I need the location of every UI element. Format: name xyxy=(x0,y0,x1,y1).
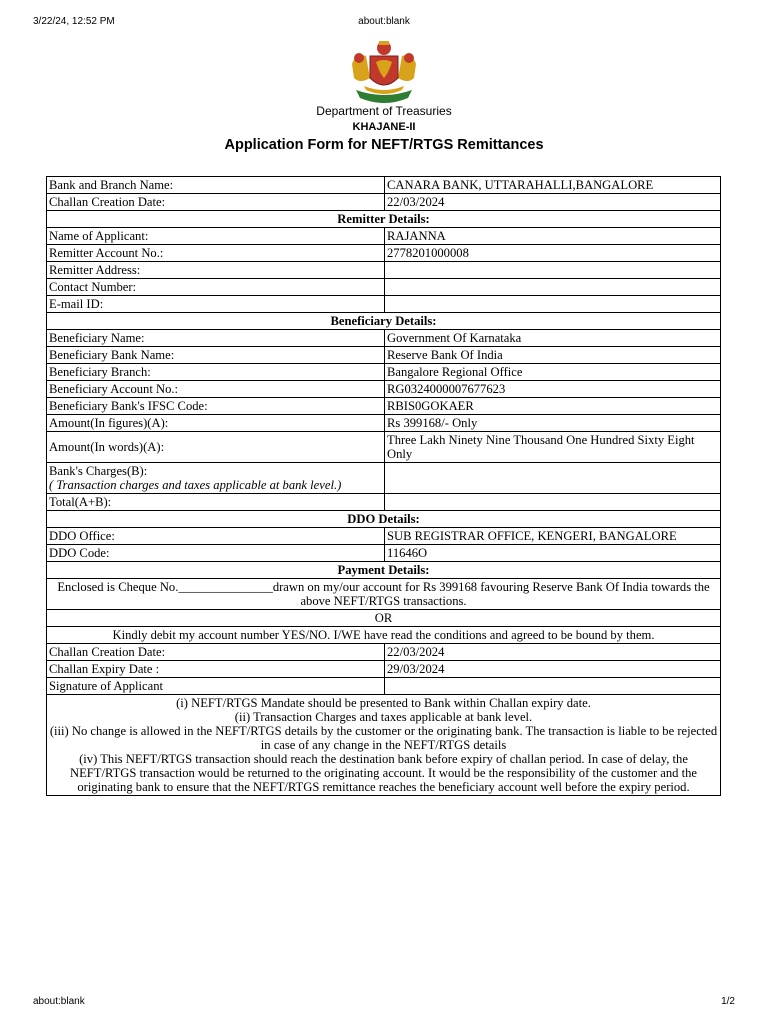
section-header-row xyxy=(47,511,721,528)
table-row xyxy=(47,627,721,644)
field-value: 22/03/2024 xyxy=(385,194,721,211)
karnataka-emblem-icon xyxy=(346,38,422,110)
field-label: Beneficiary Bank Name: xyxy=(47,347,385,364)
notes-row xyxy=(47,695,721,796)
table-row xyxy=(47,528,721,545)
field-value: SUB REGISTRAR OFFICE, KENGERI, BANGALORE xyxy=(385,528,721,545)
field-label: Beneficiary Account No.: xyxy=(47,381,385,398)
field-value xyxy=(385,463,721,494)
field-label: Remitter Address: xyxy=(47,262,385,279)
table-row xyxy=(47,545,721,562)
field-label: Remitter Account No.: xyxy=(47,245,385,262)
table-row xyxy=(47,194,721,211)
field-label: DDO Code: xyxy=(47,545,385,562)
table-row xyxy=(47,330,721,347)
table-row xyxy=(47,579,721,610)
field-value: Reserve Bank Of India xyxy=(385,347,721,364)
table-row xyxy=(47,364,721,381)
field-label: Bank's Charges(B): xyxy=(49,464,148,478)
field-value: RG0324000007677623 xyxy=(385,381,721,398)
table-row xyxy=(47,347,721,364)
field-value: Government Of Karnataka xyxy=(385,330,721,347)
terms-notes xyxy=(47,695,721,796)
signature-field xyxy=(385,678,721,695)
field-label: Beneficiary Branch: xyxy=(47,364,385,381)
bank-charges-note: ( Transaction charges and taxes applicable at bank level.) xyxy=(49,478,342,492)
table-row xyxy=(47,415,721,432)
field-value xyxy=(385,262,721,279)
field-value: RBIS0GOKAER xyxy=(385,398,721,415)
field-label: Amount(In figures)(A): xyxy=(47,415,385,432)
field-value: 11646O xyxy=(385,545,721,562)
field-label: Name of Applicant: xyxy=(47,228,385,245)
table-row xyxy=(47,381,721,398)
field-label: Amount(In words)(A): xyxy=(47,432,385,463)
department-name: Department of Treasuries xyxy=(316,104,452,118)
field-value: Bangalore Regional Office xyxy=(385,364,721,381)
bank-charges-cell xyxy=(47,463,385,494)
field-value xyxy=(385,296,721,313)
field-label: DDO Office: xyxy=(47,528,385,545)
field-value: 22/03/2024 xyxy=(385,644,721,661)
field-value: 29/03/2024 xyxy=(385,661,721,678)
field-label: Challan Creation Date: xyxy=(47,644,385,661)
note-item: (iv) This NEFT/RTGS transaction should reach the destination bank before expiry of challan period. In case of delay, the NEFT/RTGS transaction would be returned to the originating account. It would be the responsibility of the customer and the originating bank to ensure that the NEFT/RTGS remittance reaches the beneficiary account well before the expiry period. xyxy=(69,752,698,794)
table-row xyxy=(47,296,721,313)
cheque-text: Enclosed is Cheque No._______________drawn on my/our account for Rs 399168 favouring Reserve Bank Of India towards the above NEFT/RTGS transactions. xyxy=(47,579,721,610)
or-text: OR xyxy=(47,610,721,627)
field-label: E-mail ID: xyxy=(47,296,385,313)
table-row xyxy=(47,432,721,463)
table-row xyxy=(47,398,721,415)
field-value xyxy=(385,279,721,296)
section-header-row xyxy=(47,313,721,330)
table-row xyxy=(47,279,721,296)
field-value: 2778201000008 xyxy=(385,245,721,262)
field-label: Beneficiary Name: xyxy=(47,330,385,347)
remittance-form-table xyxy=(46,176,721,796)
ddo-section-heading: DDO Details: xyxy=(47,511,721,528)
section-header-row xyxy=(47,211,721,228)
field-label: Total(A+B): xyxy=(47,494,385,511)
print-header-url: about:blank xyxy=(358,16,410,27)
system-name: KHAJANE-II xyxy=(352,121,416,133)
table-row xyxy=(47,494,721,511)
table-row xyxy=(47,262,721,279)
note-item: (ii) Transaction Charges and taxes applicable at bank level. xyxy=(234,710,533,724)
field-value: Three Lakh Ninety Nine Thousand One Hundred Sixty Eight Only xyxy=(385,432,721,463)
field-value: CANARA BANK, UTTARAHALLI,BANGALORE xyxy=(385,177,721,194)
print-header-datetime: 3/22/24, 12:52 PM xyxy=(33,16,115,27)
payment-section-heading: Payment Details: xyxy=(47,562,721,579)
beneficiary-section-heading: Beneficiary Details: xyxy=(47,313,721,330)
field-value: RAJANNA xyxy=(385,228,721,245)
table-row xyxy=(47,610,721,627)
table-row xyxy=(47,678,721,695)
field-value xyxy=(385,494,721,511)
table-row xyxy=(47,463,721,494)
note-item: (iii) No change is allowed in the NEFT/RTGS details by the customer or the originating bank. The transaction is liable to be rejected in case of any change in the NEFT/RTGS details xyxy=(49,724,718,752)
section-header-row xyxy=(47,562,721,579)
field-label: Beneficiary Bank's IFSC Code: xyxy=(47,398,385,415)
table-row xyxy=(47,644,721,661)
field-label: Challan Creation Date: xyxy=(47,194,385,211)
table-row xyxy=(47,228,721,245)
form-title: Application Form for NEFT/RTGS Remittances xyxy=(224,137,544,153)
field-label: Challan Expiry Date : xyxy=(47,661,385,678)
note-item: (i) NEFT/RTGS Mandate should be presented to Bank within Challan expiry date. xyxy=(176,696,591,710)
table-row xyxy=(47,245,721,262)
table-row xyxy=(47,661,721,678)
field-label: Bank and Branch Name: xyxy=(47,177,385,194)
field-label: Signature of Applicant xyxy=(47,678,385,695)
print-footer-page: 1/2 xyxy=(721,996,735,1007)
table-row xyxy=(47,177,721,194)
debit-text: Kindly debit my account number YES/NO. I/WE have read the conditions and agreed to be bound by them. xyxy=(47,627,721,644)
field-label: Contact Number: xyxy=(47,279,385,296)
field-value: Rs 399168/- Only xyxy=(385,415,721,432)
remitter-section-heading: Remitter Details: xyxy=(47,211,721,228)
print-footer-url: about:blank xyxy=(33,996,85,1007)
